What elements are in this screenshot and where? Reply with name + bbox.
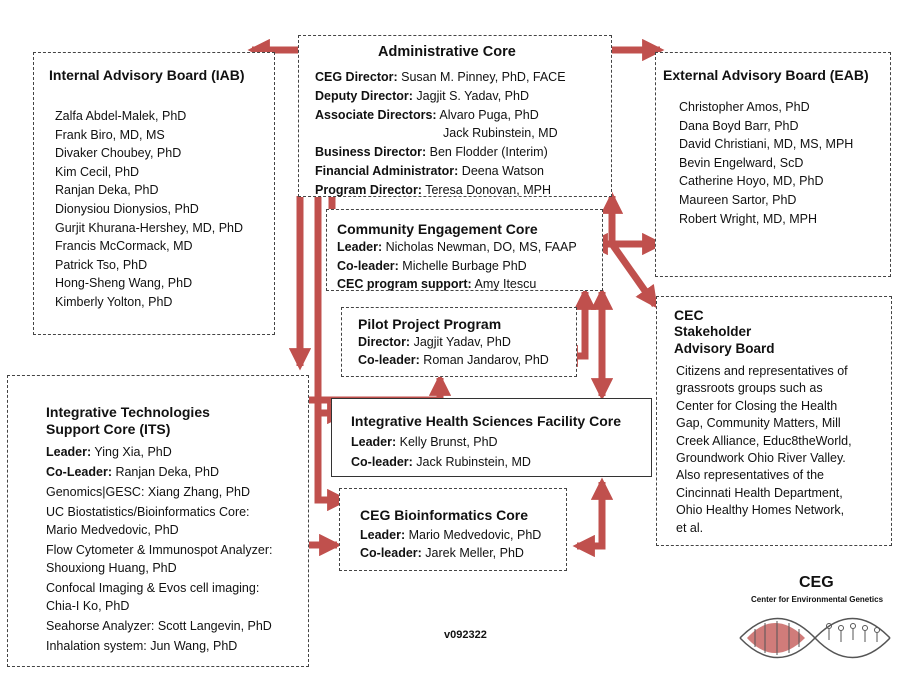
pilot-row: Director: Jagjit Yadav, PhD (358, 335, 511, 349)
its-box (7, 375, 309, 667)
its-row: UC Biostatistics/Bioinformatics Core: (46, 505, 250, 519)
eab-member: Dana Boyd Barr, PhD (679, 118, 799, 133)
cec-sab-title-line1: CEC (674, 307, 704, 323)
eab-member: Bevin Engelward, ScD (679, 155, 804, 170)
admin-core-box (298, 35, 612, 197)
bioinf-box (339, 488, 567, 571)
admin-row: Financial Administrator: Deena Watson (315, 164, 545, 178)
bioinf-row: Co-leader: Jarek Meller, PhD (360, 546, 524, 560)
cec-sab-title-line3: Advisory Board (674, 341, 775, 356)
eab-title: External Advisory Board (EAB) (663, 67, 869, 83)
iab-member: Dionysiou Dionysios, PhD (55, 201, 199, 216)
cec-row: Co-leader: Michelle Burbage PhD (337, 259, 527, 273)
cec-sab-line: Gap, Community Matters, Mill (676, 416, 841, 431)
eab-member-list (679, 98, 853, 228)
iab-member: Zalfa Abdel-Malek, PhD (55, 109, 187, 123)
admin-core-title: Administrative Core (378, 44, 516, 60)
cec-sab-line: et al. (676, 520, 704, 535)
its-row: Genomics|GESC: Xiang Zhang, PhD (46, 485, 251, 499)
its-row: Inhalation system: Jun Wang, PhD (46, 639, 238, 653)
arrow-ihsfc-bioinf (577, 482, 602, 546)
its-row: Chia-I Ko, PhD (46, 599, 130, 613)
dna-helix-icon (735, 602, 895, 672)
its-row: Confocal Imaging & Evos cell imaging: (46, 581, 260, 595)
ihsfc-row: Leader: Kelly Brunst, PhD (351, 435, 498, 449)
its-row: Leader: Ying Xia, PhD (46, 445, 172, 459)
version-label: v092322 (444, 629, 487, 641)
cec-sab-line: Ohio Healthy Homes Network, (676, 503, 845, 518)
ihsfc-title: Integrative Health Sciences Facility Core (351, 413, 621, 429)
its-row: Mario Medvedovic, PhD (46, 523, 179, 537)
its-title-line1: Integrative Technologies (46, 404, 210, 420)
cec-sab-line: Also representatives of the (676, 468, 824, 483)
eab-member: David Christiani, MD, MS, MPH (679, 137, 854, 152)
eab-member: Christopher Amos, PhD (679, 100, 810, 114)
pilot-row: Co-leader: Roman Jandarov, PhD (358, 353, 549, 367)
admin-row: Program Director: Teresa Donovan, MPH (315, 183, 551, 197)
logo-name: Center for Environmental Genetics (751, 595, 884, 604)
cec-sab-line: Cincinnati Health Department, (676, 485, 843, 500)
bioinf-title: CEG Bioinformatics Core (360, 507, 529, 523)
iab-member: Divaker Choubey, PhD (55, 146, 182, 161)
cec-sab-line: Groundwork Ohio River Valley. (676, 451, 846, 466)
ceg-logo (735, 572, 895, 672)
cec-row: Leader: Nicholas Newman, DO, MS, FAAP (337, 240, 577, 254)
admin-row: Associate Directors: Alvaro Puga, PhD (315, 108, 539, 122)
iab-member: Gurjit Khurana-Hershey, MD, PhD (55, 220, 244, 235)
arrow-cec-sab (612, 244, 655, 305)
pilot-box (341, 307, 577, 377)
pilot-title: Pilot Project Program (358, 316, 502, 332)
eab-member: Robert Wright, MD, MPH (679, 211, 817, 226)
eab-box (655, 52, 891, 277)
iab-member: Patrick Tso, PhD (55, 257, 148, 272)
bioinf-row: Leader: Mario Medvedovic, PhD (360, 528, 542, 542)
admin-row: Jack Rubinstein, MD (443, 126, 558, 140)
iab-member: Hong-Sheng Wang, PhD (55, 276, 193, 291)
cec-sab-body (676, 363, 852, 537)
cec-sab-line: Citizens and representatives of (676, 364, 848, 378)
logo-abbr: CEG (799, 574, 834, 591)
iab-member: Francis McCormack, MD (55, 239, 193, 254)
cec-sab-line: grassroots groups such as (676, 381, 823, 396)
eab-member: Maureen Sartor, PhD (679, 192, 797, 207)
admin-row: CEG Director: Susan M. Pinney, PhD, FACE (315, 70, 566, 84)
cec-sab-line: Center for Closing the Health (676, 398, 838, 413)
iab-box (33, 52, 275, 335)
its-row: Flow Cytometer & Immunospot Analyzer: (46, 543, 273, 557)
iab-member: Kimberly Yolton, PhD (55, 294, 173, 309)
ihsfc-box (331, 398, 652, 477)
iab-member: Kim Cecil, PhD (55, 164, 140, 179)
iab-member: Ranjan Deka, PhD (55, 183, 159, 198)
iab-title: Internal Advisory Board (IAB) (49, 67, 245, 83)
its-title-line2: Support Core (ITS) (46, 421, 171, 437)
its-row: Co-Leader: Ranjan Deka, PhD (46, 465, 219, 479)
cec-sab-title-line2: Stakeholder (674, 324, 752, 339)
admin-row: Deputy Director: Jagjit S. Yadav, PhD (315, 89, 529, 103)
eab-member: Catherine Hoyo, MD, PhD (679, 174, 824, 189)
cec-title: Community Engagement Core (337, 221, 538, 237)
admin-row: Business Director: Ben Flodder (Interim) (315, 145, 548, 159)
cec-sab-line: Creek Alliance, Educ8theWorld, (676, 433, 852, 448)
ihsfc-row: Co-leader: Jack Rubinstein, MD (351, 455, 531, 469)
iab-member: Frank Biro, MD, MS (55, 127, 165, 142)
iab-member-list (55, 107, 243, 312)
cec-sab-box (656, 296, 892, 546)
cec-row: CEC program support: Amy Itescu (337, 277, 537, 291)
its-row: Seahorse Analyzer: Scott Langevin, PhD (46, 619, 272, 633)
cec-box (326, 209, 603, 291)
its-row: Shouxiong Huang, PhD (46, 561, 177, 575)
